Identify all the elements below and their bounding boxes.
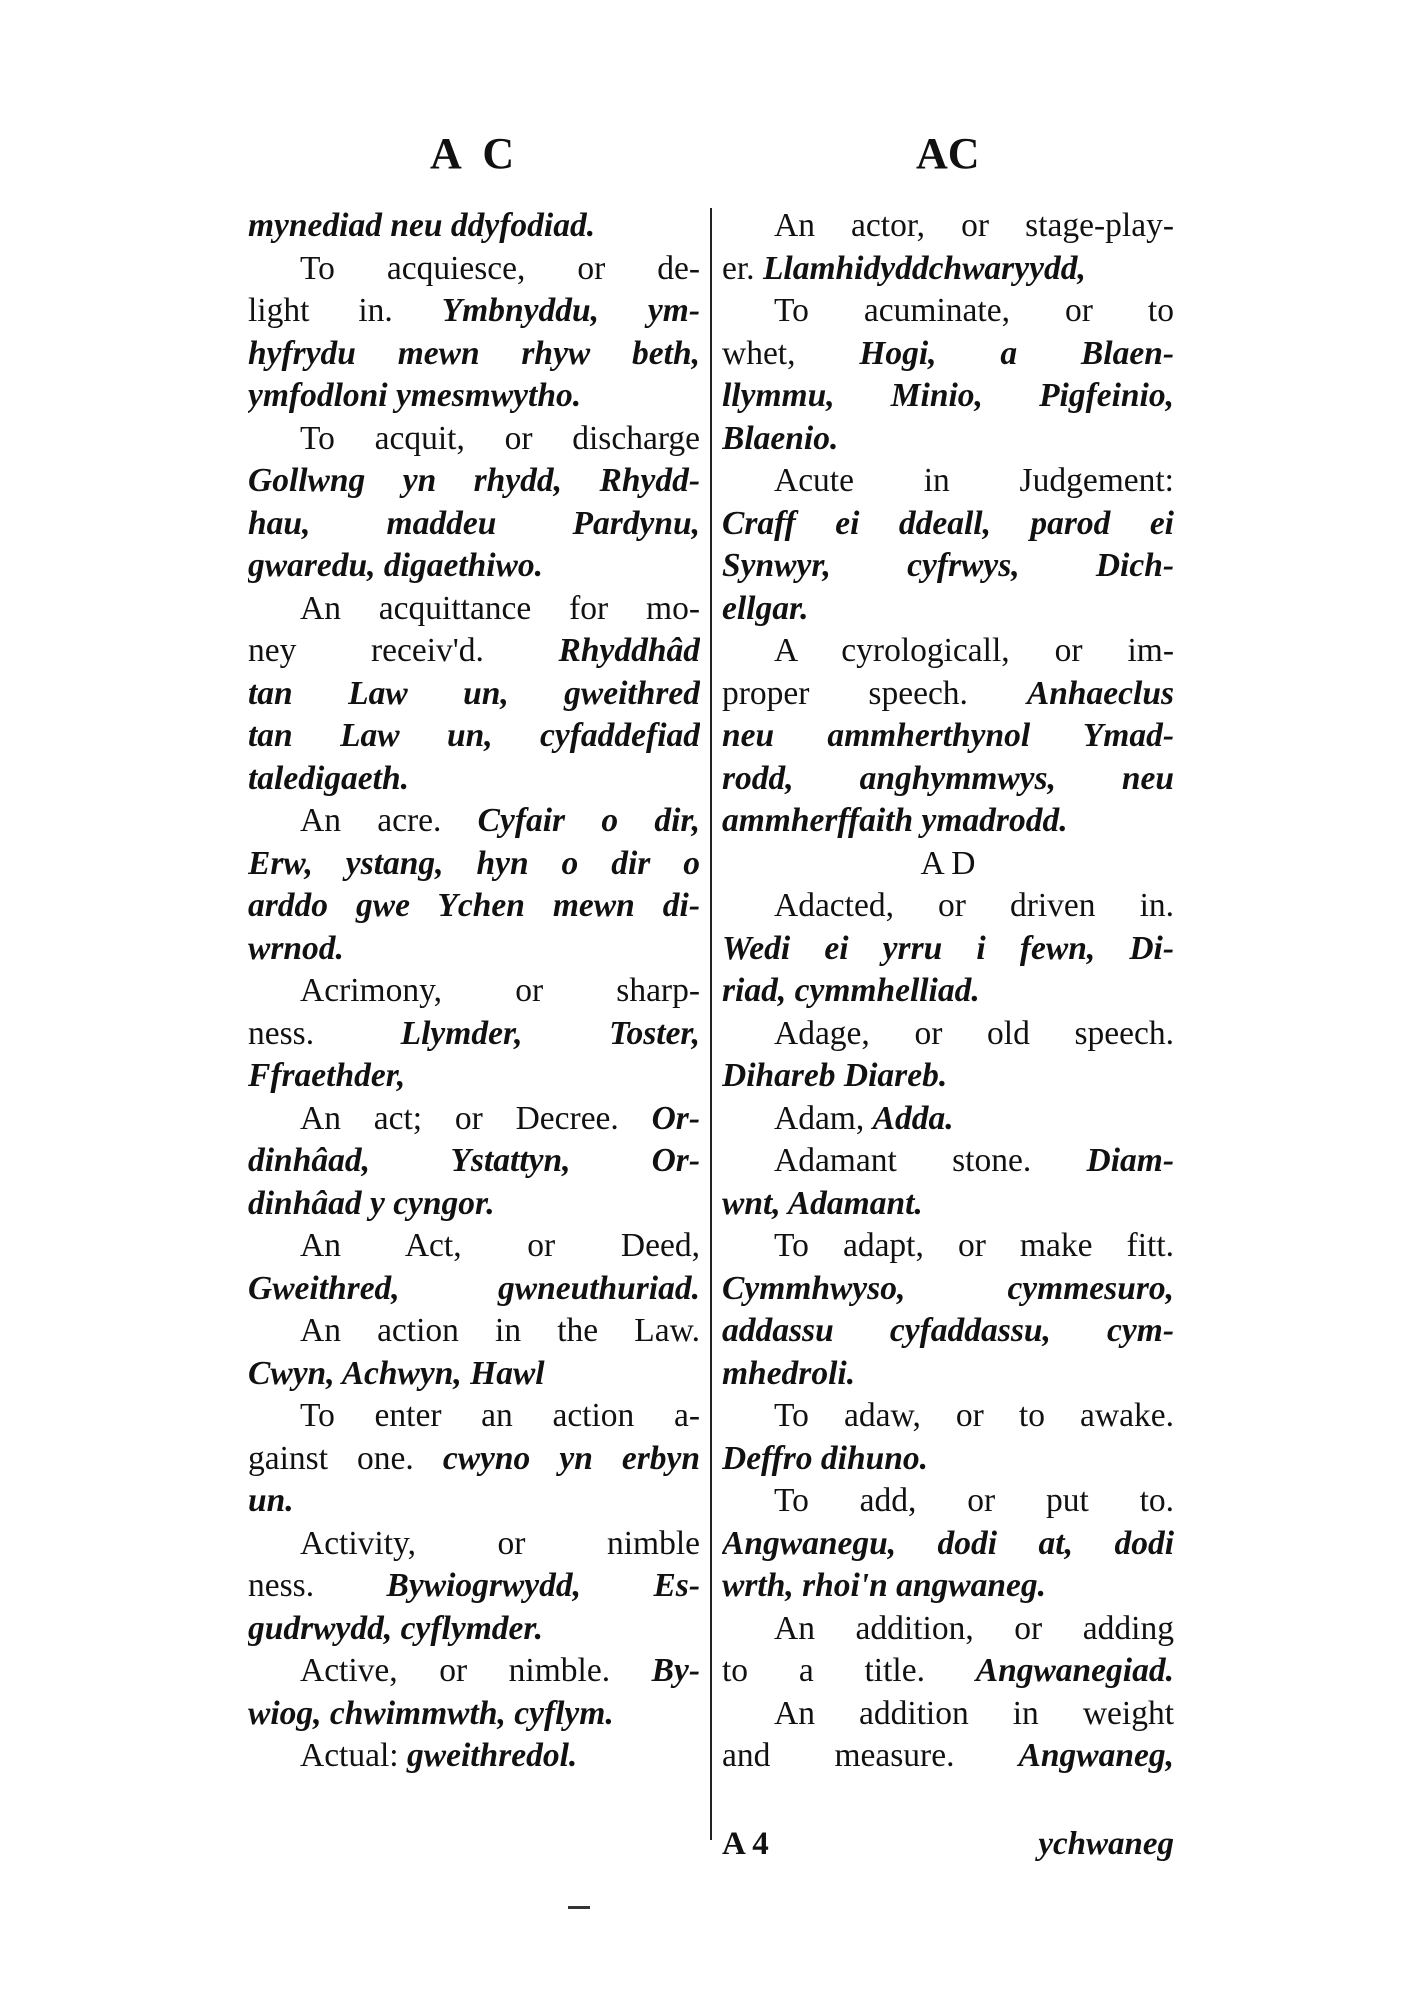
text-line xyxy=(248,1608,700,1651)
text-line xyxy=(722,1055,1174,1098)
welsh-text: Llamhidyddchwaryydd, xyxy=(762,249,1086,287)
english-text: ness. xyxy=(248,1567,387,1604)
welsh-text: mynediad neu ddyfodiad. xyxy=(248,207,596,244)
welsh-text: Adda. xyxy=(872,1099,954,1137)
english-text: gainst one. xyxy=(248,1439,443,1477)
welsh-text: wrnod. xyxy=(248,929,344,967)
english-text: light in. xyxy=(248,292,442,329)
text-line xyxy=(248,1693,700,1736)
text-line xyxy=(722,460,1174,503)
text-line xyxy=(248,333,700,376)
text-line xyxy=(722,1693,1174,1736)
welsh-text: gwaredu, digaethiwo. xyxy=(248,547,544,584)
english-text: An addition, or adding xyxy=(774,1609,1174,1647)
text-line xyxy=(248,1140,700,1183)
welsh-text: neu ammherthynol Ymad- xyxy=(722,717,1174,754)
text-line xyxy=(722,1438,1174,1481)
text-line xyxy=(248,1395,700,1438)
text-line xyxy=(722,333,1174,376)
welsh-text: Dihareb Diareb. xyxy=(722,1057,948,1094)
text-line xyxy=(248,885,700,928)
left-column xyxy=(248,205,700,1778)
welsh-text: gweithredol. xyxy=(406,1737,578,1774)
welsh-text: rodd, anghymmwys, neu xyxy=(722,759,1174,797)
text-line xyxy=(248,1650,700,1693)
text-line xyxy=(722,1183,1174,1226)
text-line xyxy=(248,290,700,333)
welsh-text: riad, cymmhelliad. xyxy=(722,972,980,1009)
welsh-text: Ffraethder, xyxy=(248,1057,406,1094)
right-column xyxy=(722,205,1174,1778)
welsh-text: dinhâad y cyngor. xyxy=(248,1184,495,1222)
welsh-text: Deffro dihuno. xyxy=(722,1439,929,1477)
text-line xyxy=(248,588,700,631)
english-text: To acquit, or discharge xyxy=(300,419,700,457)
text-line xyxy=(248,928,700,971)
welsh-text: Angwaneg, xyxy=(1018,1737,1174,1774)
text-line xyxy=(248,1310,700,1353)
english-text: Activity, or nimble xyxy=(300,1524,700,1562)
text-line xyxy=(248,1013,700,1056)
english-text: An acre. xyxy=(300,802,478,839)
welsh-text: Angwanegu, dodi at, dodi xyxy=(722,1524,1174,1562)
text-line xyxy=(722,715,1174,758)
text-line xyxy=(248,673,700,716)
welsh-text: Anhaeclus xyxy=(1026,674,1174,712)
english-text: Adamant stone. xyxy=(774,1142,1087,1179)
text-line xyxy=(722,375,1174,418)
welsh-text: Erw, ystang, hyn o dir o xyxy=(248,844,700,882)
text-line xyxy=(722,1310,1174,1353)
welsh-text: Wedi ei yrru i fewn, Di- xyxy=(722,929,1174,967)
welsh-text: ammherffaith ymadrodd. xyxy=(722,802,1068,839)
welsh-text: cwyno yn erbyn xyxy=(442,1439,700,1477)
english-text: Acute in Judgement: xyxy=(774,462,1174,499)
text-line xyxy=(722,1735,1174,1778)
text-line xyxy=(722,1650,1174,1693)
text-line xyxy=(722,418,1174,461)
english-text: To adapt, or make fitt. xyxy=(774,1227,1174,1264)
text-line xyxy=(248,1183,700,1226)
text-line xyxy=(248,1055,700,1098)
welsh-text: Blaenio. xyxy=(722,419,839,457)
welsh-text: Rhyddhâd xyxy=(558,632,700,669)
english-text: to a title. xyxy=(722,1652,976,1689)
text-line xyxy=(722,1395,1174,1438)
english-text: Acrimony, or sharp- xyxy=(300,972,700,1009)
text-line xyxy=(722,1353,1174,1396)
english-text: An act; or Decree. xyxy=(300,1099,652,1137)
text-line xyxy=(248,758,700,801)
text-line xyxy=(248,715,700,758)
text-line xyxy=(722,545,1174,588)
welsh-text: Ymbnyddu, ym- xyxy=(441,292,700,329)
welsh-text: Hogi, a Blaen- xyxy=(859,334,1174,372)
text-line xyxy=(722,1140,1174,1183)
welsh-text: arddo gwe Ychen mewn di- xyxy=(248,887,700,924)
english-text: To enter an action a- xyxy=(300,1397,700,1434)
running-header-left: A C xyxy=(430,129,521,178)
text-line xyxy=(248,1523,700,1566)
welsh-text: tan Law un, gweithred xyxy=(248,674,700,712)
welsh-text: Gweithred, gwneuthuriad. xyxy=(248,1269,700,1307)
english-text: To add, or put to. xyxy=(774,1482,1174,1519)
welsh-text: wnt, Adamant. xyxy=(722,1184,923,1222)
running-header-right: AC xyxy=(916,129,980,178)
welsh-text: taledigaeth. xyxy=(248,759,409,797)
english-text: proper speech. xyxy=(722,674,1027,712)
text-line xyxy=(722,290,1174,333)
text-line xyxy=(248,1565,700,1608)
welsh-text: Or- xyxy=(651,1099,700,1137)
welsh-text: Llymder, Toster, xyxy=(400,1014,700,1052)
text-line xyxy=(248,630,700,673)
welsh-text: Cyfair o dir, xyxy=(477,802,700,839)
text-line xyxy=(248,1735,700,1778)
text-line xyxy=(248,1098,700,1141)
welsh-text: tan Law un, cyfaddefiad xyxy=(248,717,700,754)
text-line xyxy=(722,885,1174,928)
catchword: ychwaneg xyxy=(1038,1826,1174,1862)
text-line xyxy=(248,1438,700,1481)
english-text: To adaw, or to awake. xyxy=(774,1397,1174,1434)
welsh-text: llymmu, Minio, Pigfeinio, xyxy=(722,377,1174,414)
text-line xyxy=(248,418,700,461)
english-text: whet, xyxy=(722,334,860,372)
printer-dash xyxy=(568,1906,590,1909)
welsh-text: Synwyr, cyfrwys, Dich- xyxy=(722,547,1174,584)
text-line xyxy=(722,1565,1174,1608)
welsh-text: dinhâad, Ystattyn, Or- xyxy=(248,1142,700,1179)
welsh-text: ellgar. xyxy=(722,589,809,627)
text-line xyxy=(722,673,1174,716)
welsh-text: addassu cyfaddassu, cym- xyxy=(722,1312,1174,1349)
welsh-text: Angwanegiad. xyxy=(975,1652,1174,1689)
text-line xyxy=(722,248,1174,291)
english-text: ness. xyxy=(248,1014,401,1052)
welsh-text: Bywiogrwydd, Es- xyxy=(386,1567,700,1604)
text-line xyxy=(722,1013,1174,1056)
welsh-text: hau, maddeu Pardynu, xyxy=(248,504,700,542)
signature-mark: A 4 xyxy=(722,1826,769,1862)
text-line xyxy=(248,248,700,291)
welsh-text: hyfrydu mewn rhyw beth, xyxy=(248,334,700,372)
english-text: Actual: xyxy=(300,1737,407,1774)
welsh-text: wiog, chwimmwth, cyflym. xyxy=(248,1694,614,1732)
english-text: Adacted, or driven in. xyxy=(774,887,1174,924)
text-line xyxy=(248,800,700,843)
welsh-text: un. xyxy=(248,1482,294,1519)
text-line xyxy=(722,1523,1174,1566)
text-line xyxy=(248,1353,700,1396)
text-line xyxy=(722,588,1174,631)
text-line xyxy=(722,1225,1174,1268)
english-text: Adage, or old speech. xyxy=(774,1014,1174,1052)
text-line xyxy=(248,375,700,418)
english-text: To acuminate, or to xyxy=(774,292,1174,329)
text-line xyxy=(248,503,700,546)
english-text: To acquiesce, or de- xyxy=(300,249,700,287)
english-text: and measure. xyxy=(722,1737,1019,1774)
text-line xyxy=(248,970,700,1013)
english-text: A D xyxy=(920,844,976,882)
english-text: Adam, xyxy=(774,1099,873,1137)
text-line xyxy=(722,630,1174,673)
text-line xyxy=(248,460,700,503)
english-text: An Act, or Deed, xyxy=(300,1227,700,1264)
text-line xyxy=(722,800,1174,843)
english-text: er. xyxy=(722,249,763,287)
text-line xyxy=(722,503,1174,546)
column-rule xyxy=(710,208,712,1840)
welsh-text: Cwyn, Achwyn, Hawl xyxy=(248,1354,545,1392)
english-text: An addition in weight xyxy=(774,1694,1174,1732)
text-line xyxy=(248,205,700,248)
text-line xyxy=(722,928,1174,971)
welsh-text: Gollwng yn rhydd, Rhydd- xyxy=(248,462,700,499)
english-text: A cyrologicall, or im- xyxy=(774,632,1174,669)
english-text: ney receiv'd. xyxy=(248,632,559,669)
text-line xyxy=(248,1268,700,1311)
text-line xyxy=(722,843,1174,886)
text-line xyxy=(722,1480,1174,1523)
welsh-text: Craff ei ddeall, parod ei xyxy=(722,504,1174,542)
welsh-text: mhedroli. xyxy=(722,1354,856,1392)
text-line xyxy=(722,970,1174,1013)
text-line xyxy=(722,1098,1174,1141)
text-line xyxy=(248,843,700,886)
welsh-text: gudrwydd, cyflymder. xyxy=(248,1609,543,1647)
text-line xyxy=(722,758,1174,801)
welsh-text: Cymmhwyso, cymmesuro, xyxy=(722,1269,1174,1307)
text-line xyxy=(248,1480,700,1523)
text-line xyxy=(248,1225,700,1268)
english-text: An actor, or stage-play- xyxy=(774,207,1174,244)
welsh-text: ymfodloni ymesmwytho. xyxy=(248,377,582,414)
text-line xyxy=(722,1608,1174,1651)
text-line xyxy=(722,205,1174,248)
welsh-text: By- xyxy=(651,1652,700,1689)
english-text: Active, or nimble. xyxy=(300,1652,652,1689)
text-line xyxy=(248,545,700,588)
welsh-text: Diam- xyxy=(1086,1142,1174,1179)
english-text: An acquittance for mo- xyxy=(300,589,700,627)
welsh-text: wrth, rhoi'n angwaneg. xyxy=(722,1567,1046,1604)
text-line xyxy=(722,1268,1174,1311)
english-text: An action in the Law. xyxy=(300,1312,700,1349)
